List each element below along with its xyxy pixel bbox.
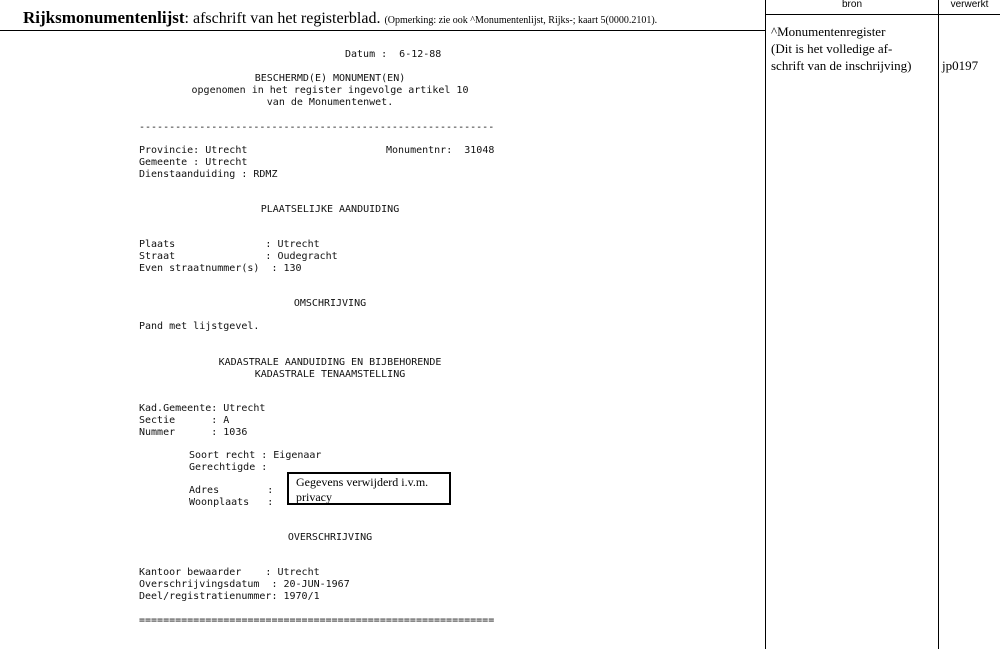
kadastrale-heading-2: KADASTRALE TENAAMSTELLING xyxy=(254,369,406,380)
heading-opgenomen: opgenomen in het register ingevolge artikel 10 xyxy=(191,85,469,96)
straat: Straat : Oudegracht xyxy=(139,251,338,262)
monumentnr: Monumentnr: 31048 xyxy=(386,145,495,156)
column-divider-left xyxy=(765,0,766,649)
gerechtigde: Gerechtigde : xyxy=(189,462,268,473)
bron-text: ^Monumentenregister (Dit is het volledige af- schrift van de inschrijving) xyxy=(771,24,912,73)
sectie: Sectie : A xyxy=(139,415,230,426)
heading-beschermd: BESCHERMD(E) MONUMENT(EN) xyxy=(254,73,406,84)
title-note: (Opmerking: zie ook ^Monumentenlijst, Rijks-; kaart 5(0000.2101). xyxy=(384,15,658,26)
gemeente: Gemeente : Utrecht xyxy=(139,157,248,168)
kadastrale-heading-1: KADASTRALE AANDUIDING EN BIJBEHORENDE xyxy=(218,357,442,368)
nummer: Nummer : 1036 xyxy=(139,427,248,438)
header-rule xyxy=(0,30,765,31)
column-header-rule xyxy=(766,14,1000,15)
column-divider-right xyxy=(938,0,939,649)
equals-rule: =========================================================== xyxy=(139,615,495,626)
adres: Adres : xyxy=(189,485,274,496)
woonplaats: Woonplaats : xyxy=(189,497,274,508)
privacy-redaction-box: Gegevens verwijderd i.v.m. privacy xyxy=(287,472,451,505)
page-title xyxy=(23,8,657,31)
omschrijving-heading: OMSCHRIJVING xyxy=(293,298,367,309)
provincie: Provincie: Utrecht xyxy=(139,145,248,156)
title-rest: : afschrift van het registerblad. xyxy=(184,10,381,27)
dienstaanduiding: Dienstaanduiding : RDMZ xyxy=(139,169,278,180)
heading-monumentenwet: van de Monumentenwet. xyxy=(266,97,394,108)
bron-column-header: bron xyxy=(841,0,862,10)
soort-recht: Soort recht : Eigenaar xyxy=(189,450,322,461)
kad-gemeente: Kad.Gemeente: Utrecht xyxy=(139,403,266,414)
title-bold: Rijksmonumentenlijst xyxy=(23,8,185,27)
omschrijving: Pand met lijstgevel. xyxy=(139,321,260,332)
straatnummer: Even straatnummer(s) : 130 xyxy=(139,263,302,274)
verwerkt-text: jp0197 xyxy=(942,58,979,73)
overschrijvingsdatum: Overschrijvingsdatum : 20-JUN-1967 xyxy=(139,579,350,590)
kantoor-bewaarder: Kantoor bewaarder : Utrecht xyxy=(139,567,320,578)
datum: Datum : 6-12-88 xyxy=(345,49,442,60)
verwerkt-column-header: verwerkt xyxy=(950,0,989,10)
dash-rule: ----------------------------------------------------------- xyxy=(139,122,495,133)
plaats: Plaats : Utrecht xyxy=(139,239,320,250)
plaatselijke-heading: PLAATSELIJKE AANDUIDING xyxy=(260,204,400,215)
overschrijving-heading: OVERSCHRIJVING xyxy=(287,532,373,543)
deel-registratienummer: Deel/registratienummer: 1970/1 xyxy=(139,591,320,602)
